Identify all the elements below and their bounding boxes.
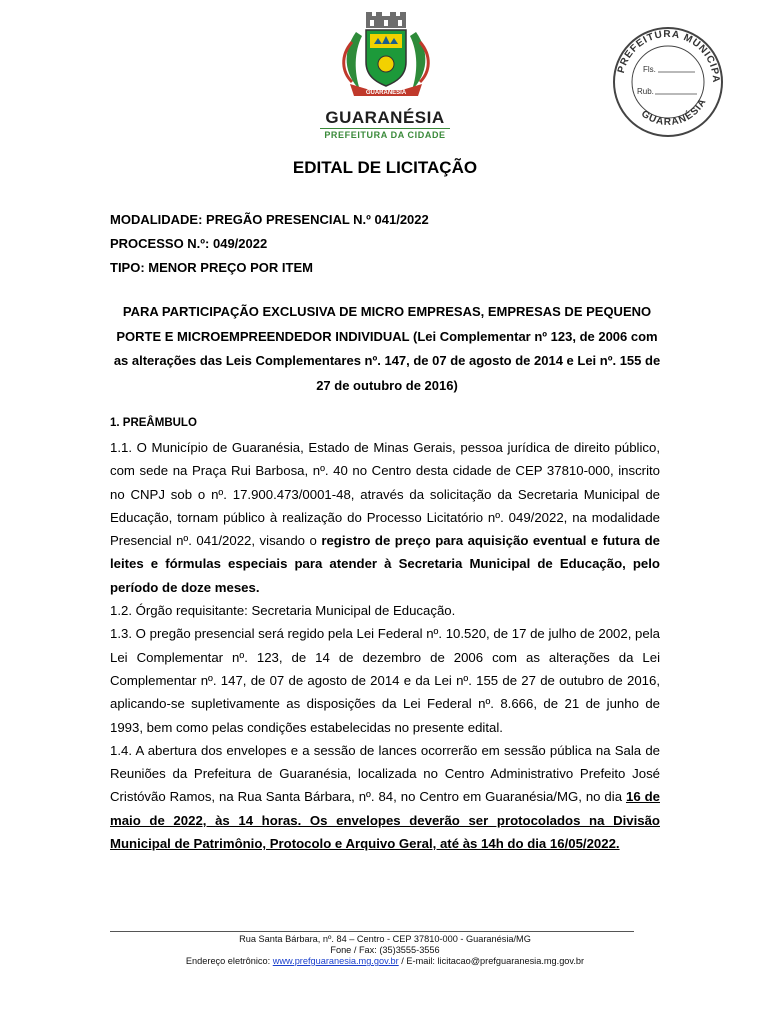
paragraph-1-1-object: registro de preço para aquisição eventual e futura de leites e fórmulas especiais para atender à Secretaria Municipal de Educação, pelo período de doze meses. bbox=[110, 533, 660, 595]
processo-line: PROCESSO N.º: 049/2022 bbox=[110, 236, 268, 251]
city-name: GUARANÉSIA bbox=[325, 108, 445, 127]
preambulo-body bbox=[110, 436, 660, 855]
municipal-stamp bbox=[603, 22, 733, 142]
paragraph-1-1 bbox=[110, 436, 660, 599]
svg-text:GUARANÉSIA bbox=[639, 96, 709, 127]
footer-address: Rua Santa Bárbara, nº. 84 – Centro - CEP 37810-000 - Guaranésia/MG bbox=[239, 934, 531, 944]
exclusive-participation-notice: PARA PARTICIPAÇÃO EXCLUSIVA DE MICRO EMPRESAS, EMPRESAS DE PEQUENO PORTE E MICROEMPREENDEDOR INDIVIDUAL (Lei Complementar nº 123, de 2006 com as alterações das Leis Complementares nº. 147, de 07 de agosto de 2014 e Lei nº. 155 de 27 de outubro de 2016) bbox=[113, 304, 661, 393]
paragraph-1-3: 1.3. O pregão presencial será regido pela Lei Federal nº. 10.520, de 17 de julho de 2002, pela Lei Complementar nº. 123, de 14 de dezembro de 2006 com as alterações da Lei Complementar nº. 147, de 07 de agosto de 2014 e da Lei nº. 155 de 27 de outubro de 2016, aplicando-se supletivamente as disposições da Lei Federal nº. 8.666, de 21 de junho de 1993, bem como pelas condições estabelecidas no presente edital. bbox=[110, 626, 660, 735]
stamp-ring-top: PREFEITURA MUNICIPA bbox=[615, 28, 722, 84]
crest-banner-text: GUARANÉSIA bbox=[365, 90, 407, 96]
footer-email-prefix: Endereço eletrônico: bbox=[185, 956, 273, 966]
stamp-ring-bottom: GUARANÉSIA bbox=[639, 96, 709, 128]
page-footer bbox=[0, 934, 770, 967]
stamp-rub-label: Rub. bbox=[637, 87, 654, 96]
paragraph-1-2: 1.2. Órgão requisitante: Secretaria Municipal de Educação. bbox=[110, 603, 456, 619]
tipo-line: TIPO: MENOR PREÇO POR ITEM bbox=[110, 260, 313, 275]
modalidade-line: MODALIDADE: PREGÃO PRESENCIAL N.º 041/2022 bbox=[110, 212, 429, 227]
footer-website-link[interactable]: www.prefguaranesia.mg.gov.br bbox=[272, 956, 399, 966]
paragraph-1-4-deadline: 16 de maio de 2022, às 14 horas. Os envelopes deverão ser protocolados na Divisão Municipal de Patrimônio, Protocolo e Arquivo Geral, até às 14h do dia 16/05/2022. bbox=[110, 789, 660, 852]
paragraph-1-1-text: 1.1. O Município de Guaranésia, Estado de Minas Gerais, pessoa jurídica de direito público, com sede na Praça Rui Barbosa, nº. 40 no Centro desta cidade de CEP 37810-000, inscrito no CNPJ sob o nº. 17.900.473/0001-48, através da solicitação da Secretaria Municipal de Educação, tornam público à realização do Processo Licitatório nº. 049/2022, na modalidade Presencial nº. 041/2022, visando o bbox=[110, 440, 660, 549]
section-preambulo-title: 1. PREÂMBULO bbox=[110, 417, 197, 429]
stamp-fls-label: Fls. bbox=[643, 65, 656, 74]
paragraph-1-4 bbox=[110, 739, 660, 855]
city-name-divider bbox=[320, 128, 450, 129]
document-meta bbox=[110, 208, 429, 280]
city-subtitle: PREFEITURA DA CIDADE bbox=[324, 130, 446, 140]
footer-phone: Fone / Fax: (35)3555-3556 bbox=[330, 945, 440, 955]
footer-email: / E-mail: licitacao@prefguaranesia.mg.gov.br bbox=[398, 956, 585, 966]
footer-contact bbox=[0, 956, 770, 967]
footer-divider bbox=[110, 931, 634, 932]
document-title: EDITAL DE LICITAÇÃO bbox=[292, 158, 478, 177]
paragraph-1-4-text: 1.4. A abertura dos envelopes e a sessão de lances ocorrerão em sessão pública na Sala de Reuniões da Prefeitura de Guaranésia, localizada no Centro Administrativo Prefeito José Cristóvão Ramos, na Rua Santa Bárbara, nº. 84, no Centro em Guaranésia/MG, no dia bbox=[110, 742, 660, 805]
